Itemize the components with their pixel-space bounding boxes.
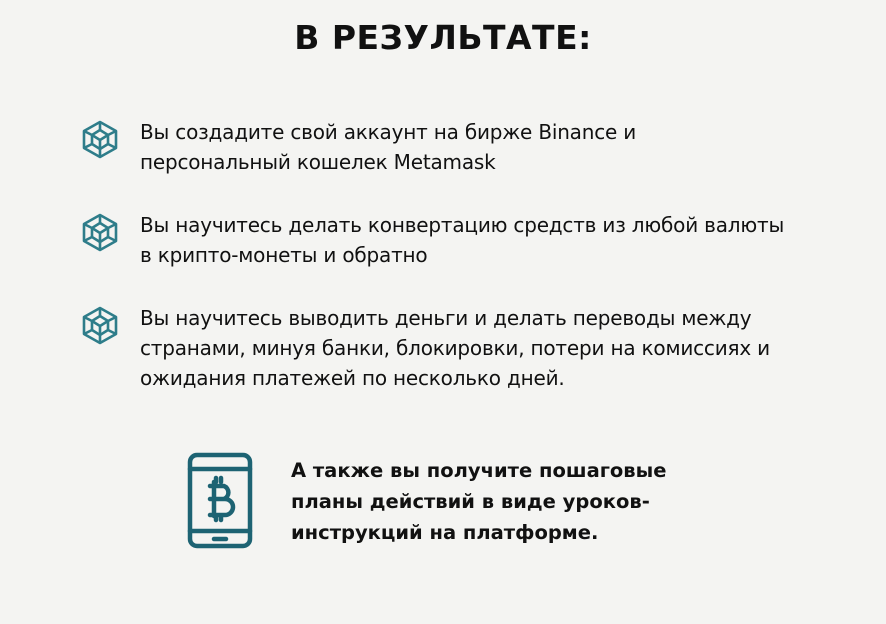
result-text: Вы научитесь выводить деньги и делать переводы между странами, минуя банки, блокировки, потери на комиссиях и ожидания платежей по несколько дней. bbox=[140, 306, 770, 390]
result-item bbox=[80, 117, 840, 177]
extra-text: А также вы получите пошаговые планы действий в виде уроков-инструкций на платформе. bbox=[291, 459, 667, 544]
section-title: В РЕЗУЛЬТАТЕ: bbox=[294, 18, 592, 57]
cube-icon bbox=[80, 212, 120, 252]
bitcoin-phone-icon bbox=[187, 452, 253, 549]
result-text: Вы создадите свой аккаунт на бирже Binance и персональный кошелек Metamask bbox=[140, 120, 637, 174]
cube-icon bbox=[80, 119, 120, 159]
cube-icon bbox=[80, 305, 120, 345]
result-item bbox=[80, 303, 840, 393]
result-item bbox=[80, 210, 840, 270]
result-text: Вы научитесь делать конвертацию средств из любой валюты в крипто-монеты и обратно bbox=[140, 213, 785, 267]
